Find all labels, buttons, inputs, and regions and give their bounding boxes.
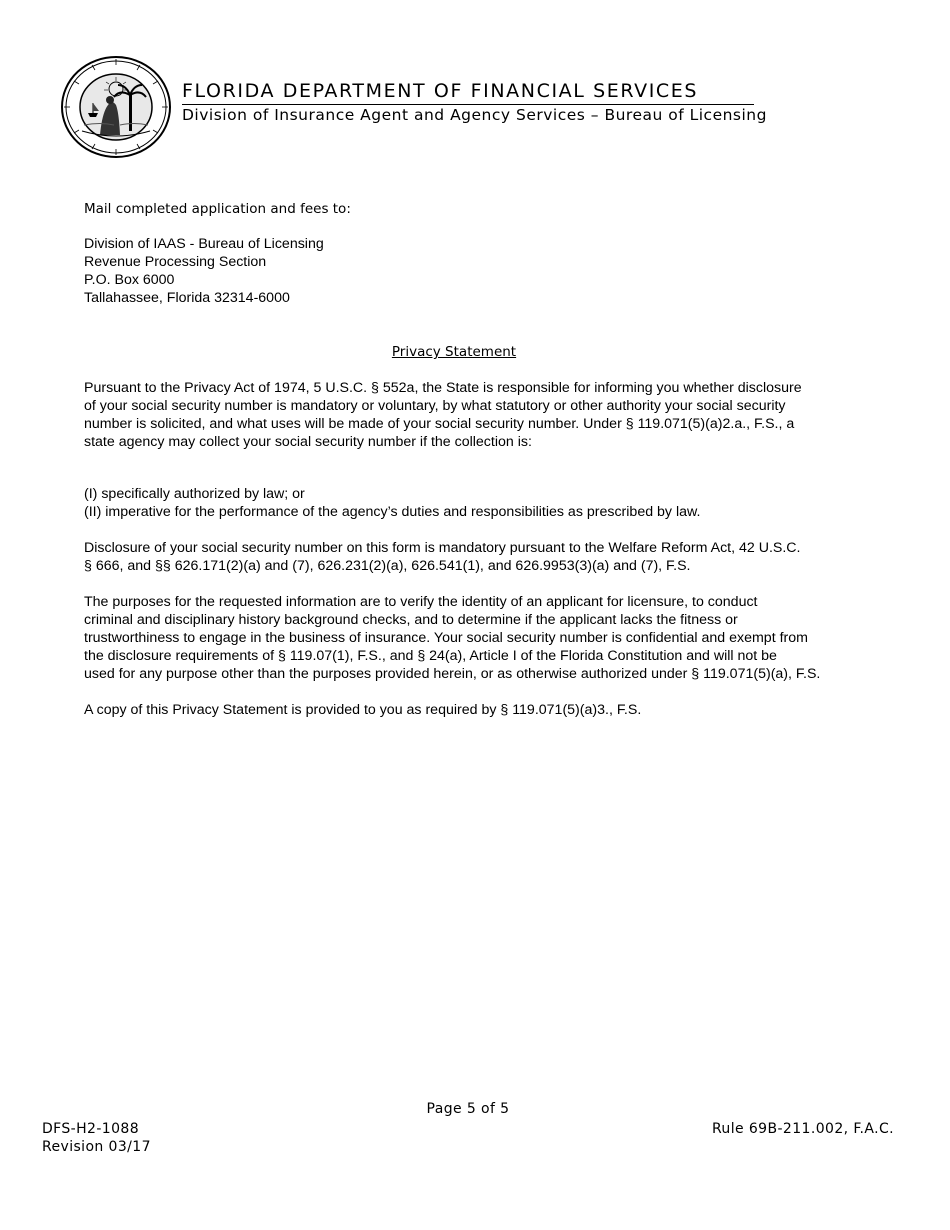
list-item: (II) imperative for the performance of the agency’s duties and responsibilities as prescribed by law. (84, 504, 701, 520)
department-header (182, 80, 767, 124)
privacy-statement-title: Privacy Statement (391, 344, 517, 360)
address-line: Tallahassee, Florida 32314-6000 (84, 290, 290, 306)
text-line: criminal and disciplinary history background checks, and to determine if the applicant lacks the fitness or (84, 612, 738, 628)
collection-conditions-list (84, 485, 824, 521)
text-line: of your social security number is mandatory or voluntary, by what statutory or other authority your social security (84, 398, 786, 414)
text-line: The purposes for the requested information are to verify the identity of an applicant for licensure, to conduct (84, 594, 758, 610)
privacy-paragraph-2 (84, 539, 824, 575)
text-line: § 666, and §§ 626.171(2)(a) and (7), 626.231(2)(a), 626.541(1), and 626.9953(3)(a) and (7), F.S. (84, 558, 691, 574)
privacy-paragraph-3 (84, 593, 824, 683)
address-line: Revenue Processing Section (84, 254, 267, 270)
division-subtitle: Division of Insurance Agent and Agency Services – Bureau of Licensing (182, 106, 767, 124)
address-line: P.O. Box 6000 (84, 272, 175, 288)
list-item: (I) specifically authorized by law; or (84, 486, 305, 502)
privacy-paragraph-4 (84, 701, 824, 719)
mailing-address (84, 235, 824, 307)
text-line: number is solicited, and what uses will be made of your social security number. Under § 119.071(5)(a)2.a., F.S., a (84, 416, 795, 432)
department-title: FLORIDA DEPARTMENT OF FINANCIAL SERVICES (182, 80, 754, 105)
document-body (84, 200, 824, 719)
text-line: Disclosure of your social security number on this form is mandatory pursuant to the Welfare Reform Act, 42 U.S.C. (84, 540, 801, 556)
text-line: Pursuant to the Privacy Act of 1974, 5 U.S.C. § 552a, the State is responsible for informing you whether disclosure (84, 380, 802, 396)
text-line: A copy of this Privacy Statement is provided to you as required by § 119.071(5)(a)3., F.S. (84, 702, 642, 718)
form-id: DFS-H2-1088 (42, 1121, 140, 1137)
mail-intro: Mail completed application and fees to: (84, 201, 351, 217)
florida-state-seal-icon (60, 55, 172, 159)
text-line: the disclosure requirements of § 119.07(1), F.S., and § 24(a), Article I of the Florida Constitution and will not be (84, 648, 777, 664)
revision-date: Revision 03/17 (42, 1139, 151, 1155)
page-number: Page 5 of 5 (426, 1101, 510, 1117)
text-line: trustworthiness to engage in the business of insurance. Your social security number is confidential and exempt from (84, 630, 808, 646)
text-line: state agency may collect your social security number if the collection is: (84, 434, 532, 450)
address-line: Division of IAAS - Bureau of Licensing (84, 236, 324, 252)
rule-citation: Rule 69B-211.002, F.A.C. (711, 1121, 894, 1137)
text-line: used for any purpose other than the purposes provided herein, or as otherwise authorized under § 119.071(5)(a), F.S. (84, 666, 821, 682)
